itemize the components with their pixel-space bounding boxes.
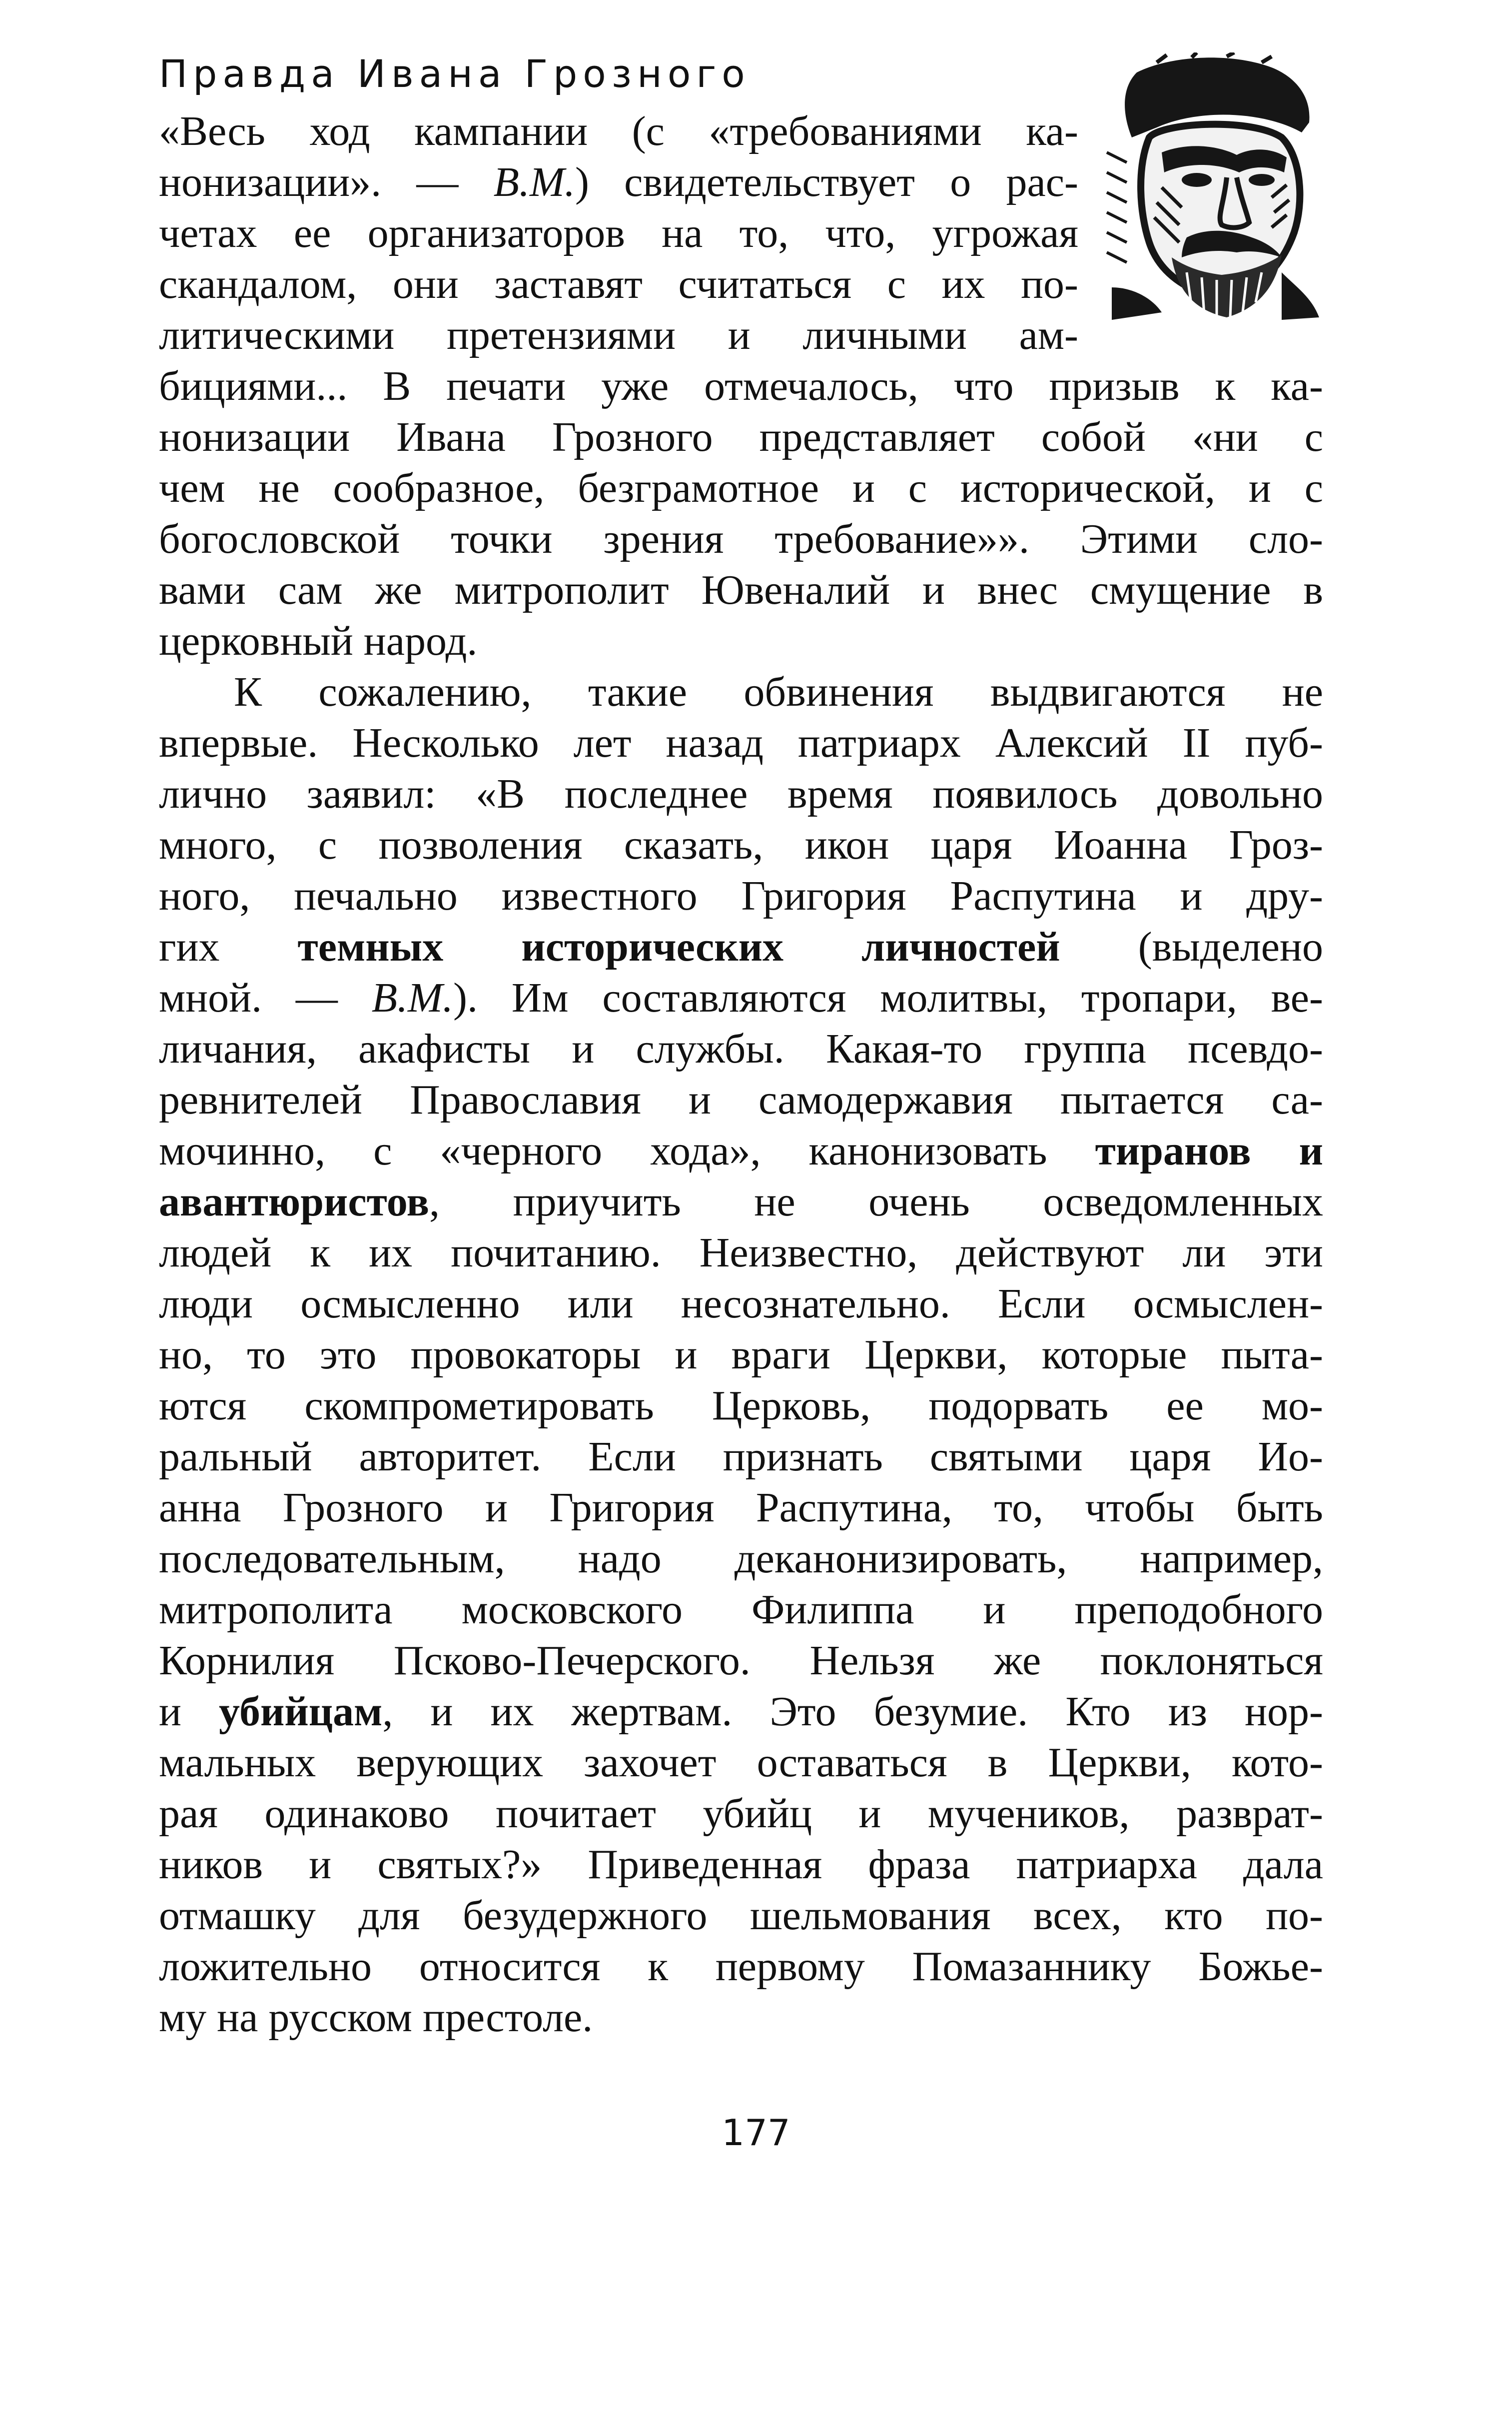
text-line: авантюристов, приучить не очень осведомленных xyxy=(159,1179,1323,1225)
page-number: 177 xyxy=(722,2112,790,2154)
bold-emphasis: тиранов и xyxy=(1095,1128,1324,1174)
text-line: мной. — В.М.). Им составляются молитвы, тропари, ве- xyxy=(159,975,1323,1021)
running-head: Правда Ивана Грозного xyxy=(159,51,751,96)
text-line: нонизации Ивана Грозного представляет собой «ни с xyxy=(159,414,1323,460)
text-line: много, с позволения сказать, икон царя Иоанна Гроз- xyxy=(159,822,1323,868)
author-initials: В.М. xyxy=(371,975,453,1021)
text-line: «Весь ход кампании (с «требованиями ка- xyxy=(159,108,1078,154)
text-line: впервые. Несколько лет назад патриарх Алексий II пуб- xyxy=(159,720,1323,766)
text-line: рая одинаково почитает убийц и мучеников, разврат- xyxy=(159,1790,1323,1837)
text-line: последовательным, надо деканонизировать, например, xyxy=(159,1535,1323,1582)
text-line: церковный народ. xyxy=(159,618,478,664)
text-line: ревнителей Православия и самодержавия пытается са- xyxy=(159,1077,1323,1123)
text-line: личания, акафисты и службы. Какая-то группа псевдо- xyxy=(159,1026,1323,1072)
text-line: чем не сообразное, безграмотное и с исторической, и с xyxy=(159,465,1323,511)
text-line: му на русском престоле. xyxy=(159,1994,593,2041)
text-line: бициями... В печати уже отмечалось, что призыв к ка- xyxy=(159,363,1323,409)
text-line: люди осмысленно или несознательно. Если осмыслен- xyxy=(159,1280,1323,1327)
text-line: мочинно, с «черного хода», канонизовать тиранов и xyxy=(159,1128,1324,1174)
bold-emphasis: авантюристов xyxy=(159,1179,430,1225)
text-line: мальных верующих захочет оставаться в Церкви, кото- xyxy=(159,1739,1323,1786)
text-line: и убийцам, и их жертвам. Это безумие. Кто из нор- xyxy=(159,1688,1323,1735)
paragraph xyxy=(159,667,1323,2043)
bold-emphasis: темных исторических личностей xyxy=(297,924,1060,970)
text-line: лично заявил: «В последнее время появилось довольно xyxy=(159,771,1323,817)
text-line: но, то это провокаторы и враги Церкви, которые пыта- xyxy=(159,1331,1323,1378)
paragraph xyxy=(159,106,1323,667)
text-line: К сожалению, такие обвинения выдвигаются не xyxy=(234,669,1323,715)
text-line: литическими претензиями и личными ам- xyxy=(159,312,1078,358)
text-line: гих темных исторических личностей (выделено xyxy=(159,924,1324,970)
text-line: людей к их почитанию. Неизвестно, действуют ли эти xyxy=(159,1229,1323,1276)
text-line: анна Грозного и Григория Распутина, то, чтобы быть xyxy=(159,1484,1323,1531)
text-line: Корнилия Псково-Печерского. Нельзя же поклоняться xyxy=(159,1637,1323,1684)
text-line: ются скомпрометировать Церковь, подорвать ее мо- xyxy=(159,1382,1323,1429)
body-text xyxy=(159,106,1323,2043)
text-line: четах ее организаторов на то, что, угрожая xyxy=(159,210,1078,256)
bold-emphasis: убийцам xyxy=(219,1688,383,1735)
text-line: митрополита московского Филиппа и преподобного xyxy=(159,1586,1323,1633)
text-line: ного, печально известного Григория Распутина и дру- xyxy=(159,873,1323,919)
author-initials: В.М. xyxy=(493,159,575,205)
text-line: ников и святых?» Приведенная фраза патриарха дала xyxy=(159,1841,1323,1888)
text-line: ложительно относится к первому Помазаннику Божье- xyxy=(159,1943,1323,1990)
text-line: богословской точки зрения требование»». Этими сло- xyxy=(159,516,1323,562)
text-line: нонизации». — В.М.) свидетельствует о рас- xyxy=(159,159,1078,205)
text-line: скандалом, они заставят считаться с их по- xyxy=(159,261,1078,307)
text-line: ральный авторитет. Если признать святыми царя Ио- xyxy=(159,1433,1323,1480)
text-line: вами сам же митрополит Ювеналий и внес смущение в xyxy=(159,567,1323,613)
text-line: отмашку для безудержного шельмования всех, кто по- xyxy=(159,1892,1323,1939)
